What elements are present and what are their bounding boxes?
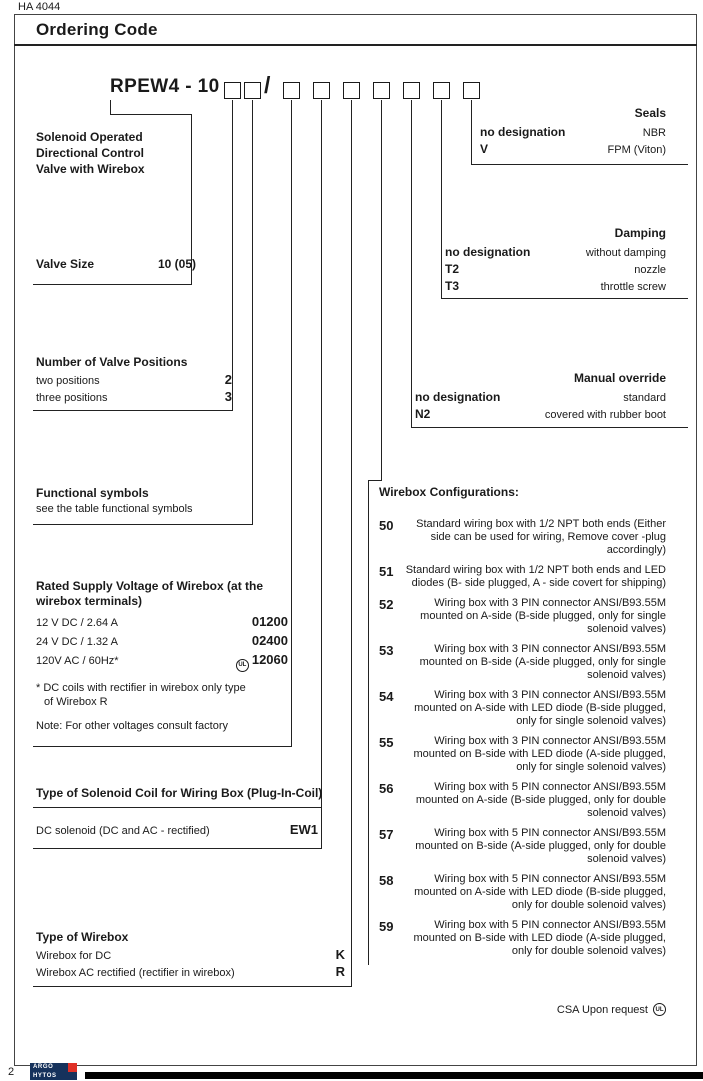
seal-code: no designation bbox=[480, 125, 566, 139]
voltage-code: 12060 bbox=[251, 652, 288, 667]
wirebox-type-section bbox=[36, 930, 345, 981]
wirebox-type-title: Type of Wirebox bbox=[36, 930, 129, 944]
position-code: 2 bbox=[224, 372, 232, 387]
wirebox-configurations-section bbox=[368, 480, 668, 965]
wirebox-type-row bbox=[36, 964, 345, 981]
damping-title: Damping bbox=[614, 226, 666, 240]
wirebox-config-item bbox=[379, 643, 666, 682]
code-box-functional-symbols bbox=[244, 82, 261, 99]
ul-certification-icon: UL bbox=[236, 659, 249, 672]
seal-description: FPM (Viton) bbox=[607, 144, 666, 156]
brand-name-bottom: HYTOS bbox=[33, 1072, 57, 1079]
coil-code: EW1 bbox=[289, 822, 318, 837]
damping-description: throttle screw bbox=[600, 281, 666, 293]
code-box-positions bbox=[224, 82, 241, 99]
wirebox-configurations-title: Wirebox Configurations: bbox=[379, 485, 519, 499]
wirebox-config-description: Wiring box with 5 PIN connector ANSI/B93.55M mounted on A-side with LED diode (B-side plugged, only for double solenoid valves) bbox=[414, 873, 666, 911]
wirebox-config-code: 52 bbox=[379, 597, 394, 612]
seals-title: Seals bbox=[634, 106, 666, 120]
wirebox-config-item bbox=[379, 873, 666, 912]
connector-line bbox=[471, 100, 472, 164]
position-code: 3 bbox=[224, 389, 232, 404]
valve-positions-title: Number of Valve Positions bbox=[36, 355, 188, 369]
wirebox-config-item bbox=[379, 564, 666, 590]
voltage-footnote-line: * DC coils with rectifier in wirebox only type bbox=[36, 681, 246, 694]
code-box-voltage bbox=[283, 82, 300, 99]
wirebox-config-description: Wiring box with 3 PIN connector ANSI/B93.55M mounted on A-side (B-side plugged, only for single solenoid valves) bbox=[420, 597, 666, 635]
voltage-code: 02400 bbox=[251, 633, 288, 648]
wirebox-config-item bbox=[379, 827, 666, 866]
wirebox-config-item bbox=[379, 781, 666, 820]
connector-line bbox=[33, 284, 192, 285]
wirebox-config-item bbox=[379, 919, 666, 958]
wirebox-config-code: 57 bbox=[379, 827, 394, 842]
position-label: two positions bbox=[36, 375, 100, 387]
ordering-code-prefix: RPEW4 - 10 bbox=[110, 76, 220, 97]
code-box-coil bbox=[313, 82, 330, 99]
valve-positions-row bbox=[36, 372, 232, 389]
connector-line bbox=[110, 100, 111, 115]
wirebox-config-description: Wiring box with 3 PIN connector ANSI/B93.55M mounted on B-side (A-side plugged, only for single solenoid valves) bbox=[419, 643, 666, 681]
wirebox-config-code: 53 bbox=[379, 643, 394, 658]
title-rule bbox=[14, 44, 697, 46]
code-box-wirebox-type bbox=[343, 82, 360, 99]
page-title: Ordering Code bbox=[36, 20, 158, 39]
connector-line bbox=[33, 848, 322, 849]
damping-row bbox=[445, 261, 666, 278]
functional-symbols-title: Functional symbols bbox=[36, 486, 149, 500]
manual-override-code: no designation bbox=[415, 390, 501, 404]
wirebox-config-description: Standard wiring box with 1/2 NPT both ends and LED diodes (B- side plugged, A - side covert for shipping) bbox=[405, 564, 666, 589]
voltage-footnote-line: of Wirebox R bbox=[44, 695, 108, 708]
connector-line bbox=[351, 100, 352, 986]
voltage-row bbox=[36, 613, 288, 632]
wirebox-config-code: 55 bbox=[379, 735, 394, 750]
valve-size-row bbox=[36, 257, 196, 271]
connector-line bbox=[232, 100, 233, 410]
valve-positions-section bbox=[36, 355, 232, 406]
voltage-label: 24 V DC / 1.32 A bbox=[36, 636, 118, 648]
manual-override-row bbox=[415, 406, 666, 423]
connector-line bbox=[33, 746, 292, 747]
voltage-note: Note: For other voltages consult factory bbox=[36, 719, 228, 732]
damping-code: no designation bbox=[445, 245, 531, 259]
csa-note bbox=[557, 1003, 666, 1016]
wirebox-config-description: Standard wiring box with 1/2 NPT both ends (Either side can be used for wiring, Remove cover -plug accordingly) bbox=[416, 518, 666, 556]
valve-description bbox=[36, 129, 145, 177]
logo-row-bottom bbox=[30, 1072, 77, 1081]
valve-size-value: 10 (05) bbox=[157, 257, 196, 271]
supply-voltage-section bbox=[36, 579, 288, 732]
wirebox-config-code: 50 bbox=[379, 518, 394, 533]
page-number: 2 bbox=[8, 1066, 15, 1078]
wirebox-config-code: 58 bbox=[379, 873, 394, 888]
wirebox-type-row bbox=[36, 947, 345, 964]
connector-line bbox=[411, 100, 412, 427]
supply-voltage-title: Rated Supply Voltage of Wirebox (at the bbox=[36, 579, 264, 593]
coil-section-title: Type of Solenoid Coil for Wiring Box (Plug-In-Coil) bbox=[36, 786, 323, 800]
connector-line bbox=[33, 524, 253, 525]
wirebox-config-item bbox=[379, 518, 666, 557]
code-box-seals bbox=[463, 82, 480, 99]
wirebox-config-code: 51 bbox=[379, 564, 394, 579]
connector-line bbox=[252, 100, 253, 524]
wirebox-type-label: Wirebox AC rectified (rectifier in wirebox) bbox=[36, 967, 235, 979]
wirebox-config-item bbox=[379, 597, 666, 636]
valve-description-line: Directional Control bbox=[36, 146, 145, 160]
code-box-manual-override bbox=[403, 82, 420, 99]
connector-line bbox=[110, 114, 192, 115]
seals-row bbox=[480, 124, 666, 141]
wirebox-config-description: Wiring box with 5 PIN connector ANSI/B93.55M mounted on B-side (A-side plugged, only for double solenoid valves) bbox=[415, 827, 666, 865]
wirebox-config-item bbox=[379, 735, 666, 774]
valve-description-line: Solenoid Operated bbox=[36, 130, 143, 144]
wirebox-config-code: 56 bbox=[379, 781, 394, 796]
coil-label: DC solenoid (DC and AC - rectified) bbox=[36, 825, 210, 837]
brand-name-top: ARGO bbox=[33, 1064, 54, 1071]
wirebox-config-description: Wiring box with 3 PIN connector ANSI/B93.55M mounted on B-side with LED diode (A-side plugged, only for single solenoid valves) bbox=[413, 735, 666, 773]
footer-bar bbox=[85, 1072, 703, 1079]
seals-row bbox=[480, 141, 666, 158]
connector-line bbox=[321, 100, 322, 848]
manual-override-description: standard bbox=[623, 392, 666, 404]
connector-line bbox=[411, 427, 688, 428]
argo-hytos-logo bbox=[30, 1063, 77, 1080]
damping-code: T3 bbox=[445, 279, 460, 293]
valve-size-label: Valve Size bbox=[36, 257, 95, 271]
supply-voltage-title: wirebox terminals) bbox=[36, 594, 143, 608]
wirebox-type-code: R bbox=[335, 964, 345, 979]
voltage-row bbox=[36, 651, 288, 672]
code-separator: / bbox=[264, 72, 271, 98]
damping-row bbox=[445, 278, 666, 295]
seal-description: NBR bbox=[642, 127, 666, 139]
valve-positions-row bbox=[36, 389, 232, 406]
manual-override-section bbox=[415, 371, 666, 423]
damping-description: without damping bbox=[585, 247, 666, 259]
coil-row bbox=[36, 822, 318, 837]
damping-section bbox=[445, 226, 666, 295]
damping-code: T2 bbox=[445, 262, 460, 276]
connector-line bbox=[381, 100, 382, 480]
manual-override-title: Manual override bbox=[573, 371, 666, 385]
voltage-row bbox=[36, 632, 288, 651]
wirebox-config-description: Wiring box with 5 PIN connector ANSI/B93.55M mounted on A-side (B-side plugged, only for double solenoid valves) bbox=[415, 781, 666, 819]
position-label: three positions bbox=[36, 392, 108, 404]
logo-red-square bbox=[68, 1063, 77, 1072]
voltage-label: 12 V DC / 2.64 A bbox=[36, 617, 118, 629]
ul-certification-icon: UL bbox=[653, 1003, 666, 1016]
damping-description: nozzle bbox=[634, 264, 666, 276]
doc-reference: HA 4044 bbox=[18, 1, 61, 13]
code-box-wirebox-config bbox=[373, 82, 390, 99]
valve-description-line: Valve with Wirebox bbox=[36, 162, 145, 176]
seals-section bbox=[480, 106, 666, 158]
wirebox-config-code: 59 bbox=[379, 919, 394, 934]
functional-symbols-note: see the table functional symbols bbox=[36, 503, 193, 515]
wirebox-config-item bbox=[379, 689, 666, 728]
seal-code: V bbox=[480, 142, 489, 156]
damping-row bbox=[445, 244, 666, 261]
connector-line bbox=[33, 986, 352, 987]
connector-line bbox=[33, 410, 233, 411]
voltage-footnote bbox=[36, 681, 288, 709]
voltage-code: 01200 bbox=[251, 614, 288, 629]
manual-override-code: N2 bbox=[415, 407, 431, 421]
connector-line bbox=[471, 164, 688, 165]
connector-line bbox=[291, 100, 292, 746]
connector-line bbox=[33, 807, 322, 808]
wirebox-type-code: K bbox=[335, 947, 345, 962]
wirebox-config-description: Wiring box with 5 PIN connector ANSI/B93.55M mounted on B-side with LED diode (A-side plugged, only for double solenoid valves) bbox=[413, 919, 666, 957]
functional-symbols-section bbox=[36, 486, 193, 515]
manual-override-description: covered with rubber boot bbox=[544, 409, 666, 421]
code-box-damping bbox=[433, 82, 450, 99]
connector-line bbox=[441, 298, 688, 299]
manual-override-row bbox=[415, 389, 666, 406]
wirebox-config-code: 54 bbox=[379, 689, 394, 704]
wirebox-type-label: Wirebox for DC bbox=[36, 950, 112, 962]
connector-line bbox=[441, 100, 442, 298]
wirebox-config-description: Wiring box with 3 PIN connector ANSI/B93.55M mounted on A-side with LED diode (B-side plugged, only for single solenoid valves) bbox=[414, 689, 666, 727]
csa-note-text: CSA Upon request bbox=[556, 1003, 648, 1016]
voltage-label: 120V AC / 60Hz* bbox=[36, 655, 119, 667]
logo-row-top bbox=[30, 1063, 77, 1072]
